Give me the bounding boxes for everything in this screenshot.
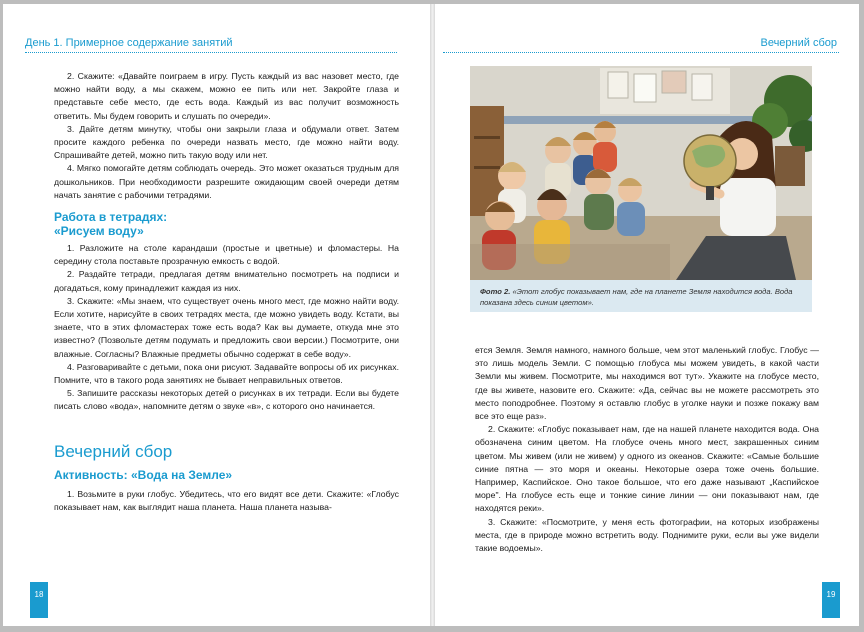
paragraph: 4. Разговаривайте с детьми, пока они рисуют. Задавайте вопросы об их рисунках. Помните, что в такого рода занятиях не бывает неправильных ответов. <box>54 361 399 386</box>
caption-label: Фото 2. <box>480 287 511 296</box>
header-rule-left <box>25 52 397 53</box>
paragraph: 3. Скажите: «Мы знаем, что существует очень много мест, где можно найти воду. Если хотите, нарисуйте в своих тетрадях места, где можно увидеть воду. Кстати, вы знаете, что в этих фломастерах тоже есть вода? Как вы думаете, откуда мне это известно? (Позвольте детям подумать и предложить свои версии.) Посмотрите, они влажные. Согласны? Влажные предметы обычно содержат в себе воду». <box>54 295 399 359</box>
paragraph: 4. Мягко помогайте детям соблюдать очередь. Это может оказаться трудным для дошкольников. При необходимости разрешите ожидающим своей очереди детям начать занятие с рабочими тетрадями. <box>54 163 399 200</box>
paragraph: 2. Скажите: «Давайте поиграем в игру. Пусть каждый из вас назовет место, где можно найти воду, а мы скажем, можно ее пить или нет. Закройте глаза и представьте себе место, где есть вода. Каждый из вас получит возможность ответить. Мы будем говорить и слушать по очереди». <box>54 71 399 121</box>
activity-heading: Активность: «Вода на Земле» <box>54 467 233 482</box>
evening-title: Вечерний сбор <box>54 441 173 461</box>
caption-text: «Этот глобус показывает нам, где на планете Земля находится вода. Вода показана здесь синим цветом». <box>480 287 793 307</box>
paragraph: 1. Разложите на столе карандаши (простые и цветные) и фломастеры. На середину стола поставьте прозрачную емкость с водой. <box>54 243 399 267</box>
running-header-right: Вечерний сбор <box>760 37 837 49</box>
paragraph: 2. Скажите: «Глобус показывает нам, где на нашей планете находится вода. Она обозначена синим цветом. На глобусе очень много мест, закрашенных синим цветом. Мы живем (или не живем) у одного из океанов. Скажите: «Самые большие синие пятна — это моря и океаны. Некоторые озера тоже очень большие. Например, Каспийское. Оно такое большое, что его даже называют „Каспийское море". На глобусе есть еще и тонкие синие линии — они показывают нам, где находятся реки». <box>475 424 819 514</box>
section-heading-line1: Работа в тетрадях: <box>54 210 168 225</box>
photo-illustration <box>470 66 812 280</box>
right-page-body <box>475 344 819 555</box>
photo-caption <box>470 280 812 312</box>
running-header-left: День 1. Примерное содержание занятий <box>25 37 233 49</box>
header-rule-right <box>443 52 839 53</box>
paragraph: ется Земля. Земля намного, намного больше, чем этот маленький глобус. Глобус — это лишь модель Земли. С помощью глобуса мы можем увидеть, в какой части Земли мы живем. Посмотрите, мы находимся вот тут». Укажите на глобусе место, где вы живете, назовите его. Скажите: «Да, сейчас вы не можете рассмотреть это место поподробнее. Поэтому я оставлю глобус в уголке науки и позже покажу вам все это еще раз». <box>475 345 819 422</box>
section-heading <box>54 210 399 238</box>
page-number-left: 18 <box>30 582 48 618</box>
left-page <box>3 4 430 626</box>
left-page-body <box>54 70 399 514</box>
page-number-right: 19 <box>822 582 840 618</box>
section-heading-line2: «Рисуем воду» <box>54 224 144 239</box>
classroom-photo <box>470 66 812 280</box>
right-page <box>435 4 859 626</box>
paragraph: 3. Дайте детям минутку, чтобы они закрыли глаза и обдумали ответ. Затем просите каждого ребенка по очереди назвать место, где можно найти воду. Спрашивайте детей, можно пить такую воду или нет. <box>54 123 399 161</box>
paragraph: 5. Запишите рассказы некоторых детей о рисунках в их тетради. Если вы будете писать слово «вода», напомните детям о звуке «в», с которого оно начинается. <box>54 388 399 412</box>
paragraph: 1. Возьмите в руки глобус. Убедитесь, что его видят все дети. Скажите: «Глобус показывает нам, как выглядит наша планета. Наша планета называ- <box>54 488 399 512</box>
paragraph: 2. Раздайте тетради, предлагая детям внимательно посмотреть на подписи и догадаться, кому принадлежит каждая из них. <box>54 269 399 293</box>
paragraph: 3. Скажите: «Посмотрите, у меня есть фотографии, на которых изображены места, где в природе можно встретить воду. Поднимите руки, если вы уже видели такие водоемы». <box>475 516 819 554</box>
book-spread <box>3 4 859 626</box>
